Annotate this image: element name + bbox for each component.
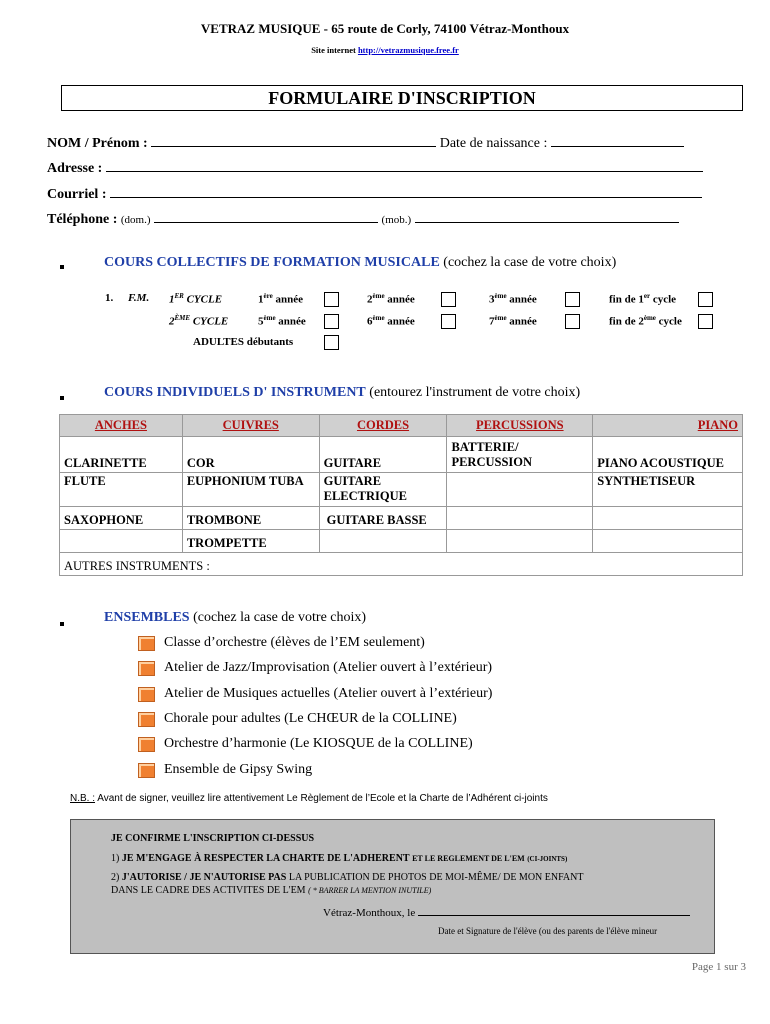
table-row — [60, 530, 743, 553]
checkbox-2eme-annee[interactable] — [441, 292, 456, 307]
table-cell[interactable] — [447, 507, 593, 530]
section-instrument-heading: COURS INDIVIDUELS D' INSTRUMENT — [104, 385, 366, 400]
table-cell[interactable]: GUITARE — [319, 437, 447, 473]
confirm-line: JE CONFIRME L'INSCRIPTION CI-DESSUS — [111, 833, 315, 844]
option-5eme-annee: 5ème année — [258, 314, 306, 328]
checkbox-icon[interactable] — [138, 687, 155, 702]
place-date-row — [323, 905, 690, 919]
tel-label: Téléphone : — [47, 212, 118, 227]
nb-note — [70, 793, 548, 804]
header-anches: ANCHES — [60, 415, 183, 437]
table-cell[interactable]: EUPHONIUM TUBA — [182, 473, 319, 507]
checkbox-icon[interactable] — [138, 636, 155, 651]
checkbox-fin-2eme-cycle[interactable] — [698, 314, 713, 329]
nom-label: NOM / Prénom : — [47, 136, 148, 151]
option-fin-2eme-cycle: fin de 2ème cycle — [609, 314, 682, 328]
section-ensembles-title — [104, 610, 366, 626]
table-row-autres — [60, 553, 743, 576]
table-row — [60, 437, 743, 473]
dob-field[interactable] — [551, 134, 684, 147]
table-cell[interactable] — [593, 530, 743, 553]
fm-num: 1. — [105, 292, 114, 304]
option-adultes: ADULTES débutants — [193, 336, 294, 348]
checkbox-icon[interactable] — [138, 737, 155, 752]
cycle1-label: 1ER CYCLE — [169, 292, 223, 306]
dom-field[interactable] — [154, 210, 378, 223]
nb-label: N.B. : — [70, 793, 96, 804]
bullet — [60, 396, 64, 400]
mob-label: (mob.) — [381, 214, 412, 226]
section-fm-title — [104, 255, 616, 271]
option-7eme-annee: 7ème année — [489, 314, 537, 328]
confirm-photo-authorization: 2) J'AUTORISE / JE N'AUTORISE PAS LA PUBLICATION DE PHOTOS DE MOI-MÊME/ DE MON ENFANT — [111, 872, 584, 883]
table-cell[interactable]: PIANO ACOUSTIQUE — [593, 437, 743, 473]
checkbox-icon[interactable] — [138, 712, 155, 727]
adresse-field[interactable] — [106, 159, 703, 172]
nom-row — [47, 134, 684, 152]
autres-instruments[interactable]: AUTRES INSTRUMENTS : — [60, 553, 743, 576]
date-field[interactable] — [418, 905, 690, 916]
table-cell[interactable]: BATTERIE/ PERCUSSION — [447, 437, 593, 473]
table-cell[interactable]: TROMPETTE — [182, 530, 319, 553]
table-cell[interactable]: GUITARE ELECTRIQUE — [319, 473, 447, 507]
table-cell[interactable] — [447, 473, 593, 507]
table-cell[interactable]: GUITARE BASSE — [319, 507, 447, 530]
adresse-label: Adresse : — [47, 161, 103, 176]
adresse-row — [47, 159, 703, 177]
option-3eme-annee: 3ème année — [489, 292, 537, 306]
table-cell[interactable]: SAXOPHONE — [60, 507, 183, 530]
checkbox-icon[interactable] — [138, 763, 155, 778]
confirm-photo-context: DANS LE CADRE DES ACTIVITES DE L'EM ( * BARRER LA MENTION INUTILE) — [111, 885, 432, 896]
section-fm-hint: (cochez la case de votre choix) — [443, 255, 617, 270]
table-cell[interactable] — [447, 530, 593, 553]
site-label: Site internet — [311, 45, 356, 55]
signature-label: Date et Signature de l'élève (ou des parents de l'élève mineur — [438, 926, 658, 936]
courriel-label: Courriel : — [47, 187, 107, 202]
option-1ere-annee: 1ère année — [258, 292, 303, 306]
site-link[interactable]: http://vetrazmusique.free.fr — [357, 45, 459, 55]
section-fm-heading: COURS COLLECTIFS DE FORMATION MUSICALE — [104, 255, 440, 270]
table-cell[interactable]: FLUTE — [60, 473, 183, 507]
header-percussions: PERCUSSIONS — [447, 415, 593, 437]
checkbox-1ere-annee[interactable] — [324, 292, 339, 307]
ensemble-item[interactable]: Atelier de Musiques actuelles (Atelier ouvert à l’extérieur) — [138, 686, 492, 702]
dob-label: Date de naissance : — [439, 136, 548, 151]
courriel-row — [47, 185, 702, 203]
place-label: Vétraz-Monthoux, le — [323, 907, 416, 919]
checkbox-fin-1er-cycle[interactable] — [698, 292, 713, 307]
option-2eme-annee: 2ème année — [367, 292, 415, 306]
telephone-row — [47, 210, 679, 228]
fm-label: F.M. — [128, 292, 150, 304]
courriel-field[interactable] — [110, 185, 702, 198]
table-cell[interactable] — [593, 507, 743, 530]
cycle2-label: 2ÈME CYCLE — [169, 314, 229, 328]
section-instrument-hint: (entourez l'instrument de votre choix) — [369, 385, 581, 400]
ensemble-item[interactable]: Classe d’orchestre (élèves de l’EM seulement) — [138, 635, 425, 651]
confirmation-box — [70, 819, 715, 954]
confirm-engagement: 1) JE M'ENGAGE À RESPECTER LA CHARTE DE L'ADHERENT ET LE REGLEMENT DE L'EM (CI-JOINTS) — [111, 853, 568, 864]
dom-label: (dom.) — [120, 214, 151, 226]
mob-field[interactable] — [415, 210, 679, 223]
header-address: VETRAZ MUSIQUE - 65 route de Corly, 74100 Vétraz-Monthoux — [200, 21, 570, 36]
table-cell[interactable] — [319, 530, 447, 553]
header-piano: PIANO — [593, 415, 743, 437]
checkbox-icon[interactable] — [138, 661, 155, 676]
section-ensembles-heading: ENSEMBLES — [104, 610, 190, 625]
ensemble-item[interactable]: Chorale pour adultes (Le CHŒUR de la COLLINE) — [138, 711, 457, 727]
checkbox-3eme-annee[interactable] — [565, 292, 580, 307]
table-header-row — [60, 415, 743, 437]
checkbox-7eme-annee[interactable] — [565, 314, 580, 329]
instrument-table — [59, 414, 743, 576]
table-cell[interactable]: SYNTHETISEUR — [593, 473, 743, 507]
table-cell[interactable] — [60, 530, 183, 553]
nom-field[interactable] — [151, 134, 436, 147]
table-row — [60, 473, 743, 507]
checkbox-adultes[interactable] — [324, 335, 339, 350]
section-ensembles-hint: (cochez la case de votre choix) — [193, 610, 367, 625]
ensemble-item[interactable]: Ensemble de Gipsy Swing — [138, 762, 312, 778]
section-instrument-title — [104, 385, 580, 401]
checkbox-5eme-annee[interactable] — [324, 314, 339, 329]
header-site — [0, 45, 770, 55]
ensemble-item[interactable]: Atelier de Jazz/Improvisation (Atelier ouvert à l’extérieur) — [138, 660, 492, 676]
header-cordes: CORDES — [319, 415, 447, 437]
form-title: FORMULAIRE D'INSCRIPTION — [61, 85, 743, 111]
option-6eme-annee: 6ème année — [367, 314, 415, 328]
table-cell[interactable]: CLARINETTE — [60, 437, 183, 473]
table-cell[interactable]: TROMBONE — [182, 507, 319, 530]
option-fin-1er-cycle: fin de 1er cycle — [609, 292, 677, 306]
bullet — [60, 265, 64, 269]
bullet — [60, 622, 64, 626]
table-cell[interactable]: COR — [182, 437, 319, 473]
checkbox-6eme-annee[interactable] — [441, 314, 456, 329]
header-cuivres: CUIVRES — [182, 415, 319, 437]
table-row — [60, 507, 743, 530]
page-number: Page 1 sur 3 — [691, 961, 746, 973]
nb-text: Avant de signer, veuillez lire attentivement Le Règlement de l’Ecole et la Charte de l’Adhérent ci-joints — [95, 793, 548, 804]
ensemble-item[interactable]: Orchestre d’harmonie (Le KIOSQUE de la COLLINE) — [138, 736, 473, 752]
